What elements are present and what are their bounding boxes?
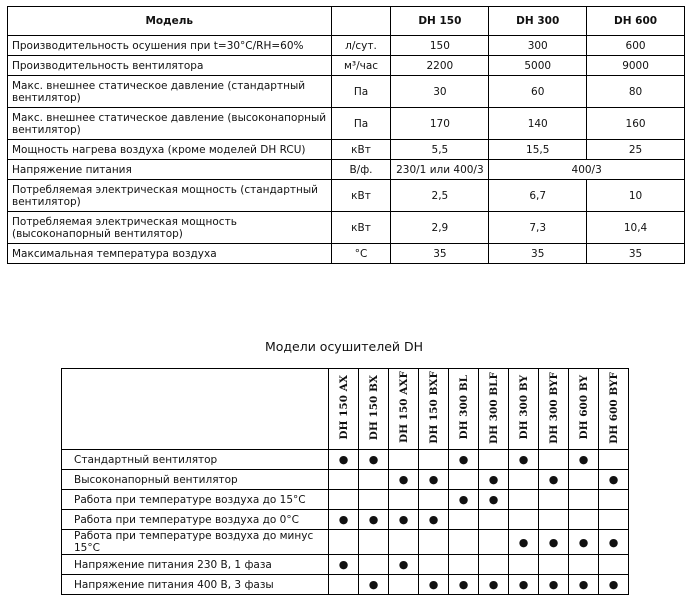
bullet-icon: ● (338, 453, 349, 466)
model-column-header (509, 369, 539, 450)
model-column-header (449, 369, 479, 450)
bullet-icon: ● (608, 535, 619, 549)
bullet-icon: ● (578, 453, 589, 466)
model-column-header (419, 369, 449, 450)
feature-mark-empty (329, 530, 359, 555)
bullet-icon: ● (428, 513, 439, 526)
feature-mark-empty (389, 490, 419, 510)
spec-unit: Па (331, 76, 391, 108)
models-row (62, 490, 629, 510)
feature-mark-dot (359, 510, 389, 530)
bullet-icon: ● (458, 578, 469, 591)
feature-mark-empty (329, 490, 359, 510)
feature-mark-empty (419, 490, 449, 510)
spec-label: Производительность вентилятора (8, 56, 332, 76)
feature-mark-dot (479, 490, 509, 510)
feature-mark-empty (449, 530, 479, 555)
feature-label: Работа при температуре воздуха до 15°C (62, 490, 329, 510)
spec-header-row (8, 7, 685, 36)
bullet-icon: ● (488, 578, 499, 591)
bullet-icon: ● (578, 578, 589, 591)
spec-value-dh150: 2200 (391, 56, 489, 76)
feature-mark-dot (449, 490, 479, 510)
bullet-icon: ● (608, 578, 619, 591)
spec-value-dh150: 35 (391, 244, 489, 264)
spec-value-dh600: 10,4 (587, 212, 685, 244)
spec-value-dh300: 140 (489, 108, 587, 140)
feature-mark-empty (599, 450, 629, 470)
feature-mark-dot (389, 555, 419, 575)
spec-value-dh300: 300 (489, 36, 587, 56)
spec-value-dh150: 170 (391, 108, 489, 140)
feature-mark-empty (479, 530, 509, 555)
spec-unit: кВт (331, 212, 391, 244)
feature-mark-empty (569, 470, 599, 490)
spec-label: Мощность нагрева воздуха (кроме моделей DH RCU) (8, 140, 332, 160)
spec-label: Макс. внешнее статическое давление (стандартный вентилятор) (8, 76, 332, 108)
model-name: DH 150 BXF (427, 371, 440, 444)
model-column-header (389, 369, 419, 450)
spec-value-dh600: 80 (587, 76, 685, 108)
feature-mark-dot (509, 450, 539, 470)
feature-mark-empty (479, 510, 509, 530)
spec-value-dh150: 2,5 (391, 180, 489, 212)
feature-mark-empty (419, 450, 449, 470)
feature-mark-empty (599, 490, 629, 510)
feature-mark-dot (569, 530, 599, 555)
model-name: DH 600 BY (577, 375, 590, 440)
spec-value-dh300: 35 (489, 244, 587, 264)
spec-header-dh300: DH 300 (489, 7, 587, 36)
feature-mark-dot (329, 450, 359, 470)
feature-mark-empty (599, 510, 629, 530)
feature-mark-dot (329, 510, 359, 530)
feature-mark-dot (569, 450, 599, 470)
model-name: DH 600 BYF (607, 371, 620, 444)
models-header-blank (62, 369, 329, 450)
spec-row (8, 140, 685, 160)
feature-mark-dot (569, 575, 599, 595)
spec-row (8, 180, 685, 212)
feature-mark-empty (539, 555, 569, 575)
model-column-header (359, 369, 389, 450)
feature-mark-empty (359, 530, 389, 555)
feature-mark-empty (359, 490, 389, 510)
spec-value-dh600: 600 (587, 36, 685, 56)
bullet-icon: ● (548, 578, 559, 591)
spec-row (8, 160, 685, 180)
spec-value-dh150: 5,5 (391, 140, 489, 160)
feature-mark-dot (359, 575, 389, 595)
spec-label: Макс. внешнее статическое давление (высоконапорный вентилятор) (8, 108, 332, 140)
models-row (62, 575, 629, 595)
models-row (62, 470, 629, 490)
model-name: DH 300 BY (517, 375, 530, 440)
spec-unit: л/сут. (331, 36, 391, 56)
bullet-icon: ● (518, 578, 529, 591)
model-column-header (599, 369, 629, 450)
bullet-icon: ● (578, 535, 589, 549)
bullet-icon: ● (458, 453, 469, 466)
spec-value-dh600: 35 (587, 244, 685, 264)
feature-label: Работа при температуре воздуха до 0°C (62, 510, 329, 530)
feature-mark-dot (599, 470, 629, 490)
bullet-icon: ● (398, 558, 409, 571)
feature-mark-empty (419, 530, 449, 555)
feature-mark-dot (479, 575, 509, 595)
feature-mark-dot (599, 530, 629, 555)
spec-value-dh150: 230/1 или 400/3 (391, 160, 489, 180)
feature-mark-dot (539, 530, 569, 555)
feature-mark-empty (389, 575, 419, 595)
spec-unit: °C (331, 244, 391, 264)
feature-mark-empty (389, 530, 419, 555)
feature-label: Напряжение питания 230 В, 1 фаза (62, 555, 329, 575)
model-column-header (569, 369, 599, 450)
spec-value-dh300: 7,3 (489, 212, 587, 244)
feature-mark-empty (479, 555, 509, 575)
model-column-header (479, 369, 509, 450)
feature-mark-empty (509, 555, 539, 575)
feature-mark-empty (509, 490, 539, 510)
feature-label: Работа при температуре воздуха до минус 15°C (62, 530, 329, 555)
feature-mark-empty (329, 575, 359, 595)
models-row (62, 450, 629, 470)
spec-unit: кВт (331, 180, 391, 212)
feature-label: Высоконапорный вентилятор (62, 470, 329, 490)
model-name: DH 300 BL (457, 375, 470, 440)
spec-label: Потребляемая электрическая мощность (высоконапорный вентилятор) (8, 212, 332, 244)
spec-row (8, 36, 685, 56)
feature-mark-dot (539, 470, 569, 490)
spec-label: Максимальная температура воздуха (8, 244, 332, 264)
bullet-icon: ● (428, 578, 439, 591)
feature-mark-empty (419, 555, 449, 575)
spec-row (8, 108, 685, 140)
bullet-icon: ● (368, 578, 379, 591)
spec-header-dh600: DH 600 (587, 7, 685, 36)
spec-unit: В/ф. (331, 160, 391, 180)
specifications-table (7, 6, 685, 264)
feature-mark-empty (389, 450, 419, 470)
feature-mark-empty (539, 450, 569, 470)
spec-value-dh300: 15,5 (489, 140, 587, 160)
feature-mark-empty (449, 510, 479, 530)
bullet-icon: ● (518, 535, 529, 549)
feature-mark-dot (479, 470, 509, 490)
bullet-icon: ● (548, 473, 559, 486)
bullet-icon: ● (488, 493, 499, 506)
feature-mark-dot (389, 510, 419, 530)
feature-mark-dot (329, 555, 359, 575)
spec-label: Производительность осушения при t=30°C/RH=60% (8, 36, 332, 56)
feature-mark-empty (329, 470, 359, 490)
feature-mark-empty (539, 510, 569, 530)
feature-mark-dot (509, 575, 539, 595)
feature-mark-empty (359, 555, 389, 575)
model-name: DH 300 BLF (487, 371, 500, 444)
spec-unit: Па (331, 108, 391, 140)
spec-header-unit (331, 7, 391, 36)
feature-mark-empty (569, 490, 599, 510)
feature-mark-empty (599, 555, 629, 575)
model-name: DH 300 BYF (547, 371, 560, 444)
spec-label: Потребляемая электрическая мощность (стандартный вентилятор) (8, 180, 332, 212)
feature-mark-dot (599, 575, 629, 595)
feature-mark-dot (419, 470, 449, 490)
feature-label: Стандартный вентилятор (62, 450, 329, 470)
spec-value-dh600: 25 (587, 140, 685, 160)
spec-unit: м³/час (331, 56, 391, 76)
feature-mark-dot (359, 450, 389, 470)
spec-value-dh150: 30 (391, 76, 489, 108)
spec-value-dh600: 10 (587, 180, 685, 212)
feature-mark-empty (569, 555, 599, 575)
feature-mark-empty (449, 470, 479, 490)
feature-mark-dot (419, 575, 449, 595)
bullet-icon: ● (398, 513, 409, 526)
spec-label: Напряжение питания (8, 160, 332, 180)
feature-mark-dot (509, 530, 539, 555)
models-row (62, 510, 629, 530)
feature-mark-empty (359, 470, 389, 490)
models-row (62, 555, 629, 575)
spec-header-dh150: DH 150 (391, 7, 489, 36)
feature-mark-empty (569, 510, 599, 530)
spec-value-dh600: 9000 (587, 56, 685, 76)
feature-mark-empty (479, 450, 509, 470)
model-column-header (329, 369, 359, 450)
model-name: DH 150 AXF (397, 371, 410, 444)
feature-mark-dot (449, 450, 479, 470)
bullet-icon: ● (428, 473, 439, 486)
feature-mark-dot (389, 470, 419, 490)
feature-label: Напряжение питания 400 В, 3 фазы (62, 575, 329, 595)
model-name: DH 150 BX (367, 374, 380, 441)
spec-row (8, 212, 685, 244)
bullet-icon: ● (368, 453, 379, 466)
feature-mark-dot (539, 575, 569, 595)
feature-mark-empty (509, 510, 539, 530)
models-table (61, 368, 629, 595)
bullet-icon: ● (518, 453, 529, 466)
models-header-row (62, 369, 629, 450)
spec-header-model: Модель (8, 7, 332, 36)
models-row (62, 530, 629, 555)
spec-value-dh300-dh600: 400/3 (489, 160, 685, 180)
feature-mark-empty (449, 555, 479, 575)
feature-mark-empty (539, 490, 569, 510)
bullet-icon: ● (548, 535, 559, 549)
bullet-icon: ● (398, 473, 409, 486)
bullet-icon: ● (488, 473, 499, 486)
bullet-icon: ● (368, 513, 379, 526)
spec-value-dh300: 5000 (489, 56, 587, 76)
spec-unit: кВт (331, 140, 391, 160)
bullet-icon: ● (608, 473, 619, 486)
model-column-header (539, 369, 569, 450)
spec-row (8, 244, 685, 264)
models-title: Модели осушителей DH (264, 339, 424, 354)
spec-value-dh300: 60 (489, 76, 587, 108)
model-name: DH 150 AX (337, 375, 350, 440)
spec-value-dh600: 160 (587, 108, 685, 140)
spec-value-dh150: 150 (391, 36, 489, 56)
spec-row (8, 76, 685, 108)
spec-row (8, 56, 685, 76)
bullet-icon: ● (338, 513, 349, 526)
feature-mark-dot (419, 510, 449, 530)
bullet-icon: ● (458, 493, 469, 506)
feature-mark-dot (449, 575, 479, 595)
feature-mark-empty (509, 470, 539, 490)
spec-value-dh300: 6,7 (489, 180, 587, 212)
spec-value-dh150: 2,9 (391, 212, 489, 244)
bullet-icon: ● (338, 558, 349, 571)
